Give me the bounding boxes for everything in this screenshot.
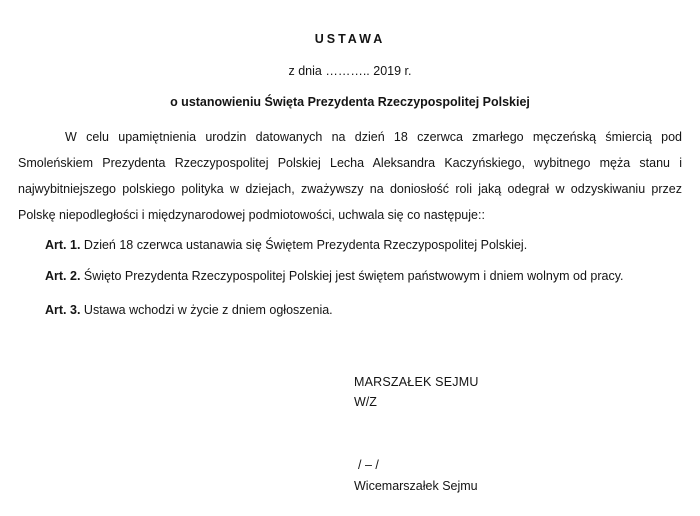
- document-subject: o ustanowieniu Święta Prezydenta Rzeczypospolitej Polskiej: [170, 95, 530, 109]
- article-text: Ustawa wchodzi w życie z dniem ogłoszenia.: [83, 303, 333, 317]
- article-1: [45, 237, 527, 253]
- preamble-line: Smoleńskiem Prezydenta Rzeczypospolitej Polskiej Lecha Aleksandra Kaczyńskiego, wybitnego męża stanu i: [18, 156, 682, 170]
- article-2: [45, 268, 624, 284]
- signature-title: MARSZAŁEK SEJMU: [354, 375, 479, 389]
- preamble-line: najwybitniejszego polskiego polityka w dziejach, zważywszy na doniosłość roli jaką odegrał w odzyskiwaniu przez: [18, 182, 682, 196]
- preamble-line: Polskę niepodległości i międzynarodowej podmiotowości, uchwala się co następuje::: [18, 208, 485, 222]
- signature-name: Wicemarszałek Sejmu: [354, 479, 478, 493]
- preamble-line: W celu upamiętnienia urodzin datowanych na dzień 18 czerwca zmarłego męczeńską śmiercią pod: [65, 130, 682, 144]
- article-number: Art. 1.: [45, 238, 81, 252]
- article-number: Art. 2.: [45, 269, 81, 283]
- article-number: Art. 3.: [45, 303, 81, 317]
- signature-mark: / – /: [358, 458, 379, 472]
- article-text: Dzień 18 czerwca ustanawia się Świętem Prezydenta Rzeczypospolitej Polskiej.: [83, 238, 528, 252]
- article-3: [45, 302, 333, 318]
- signature-wz: W/Z: [354, 395, 377, 409]
- article-text: Święto Prezydenta Rzeczypospolitej Polskiej jest świętem państwowym i dniem wolnym od pracy.: [83, 269, 624, 283]
- document-title: USTAWA: [314, 32, 386, 46]
- date-line: z dnia ……….. 2019 r.: [288, 64, 412, 78]
